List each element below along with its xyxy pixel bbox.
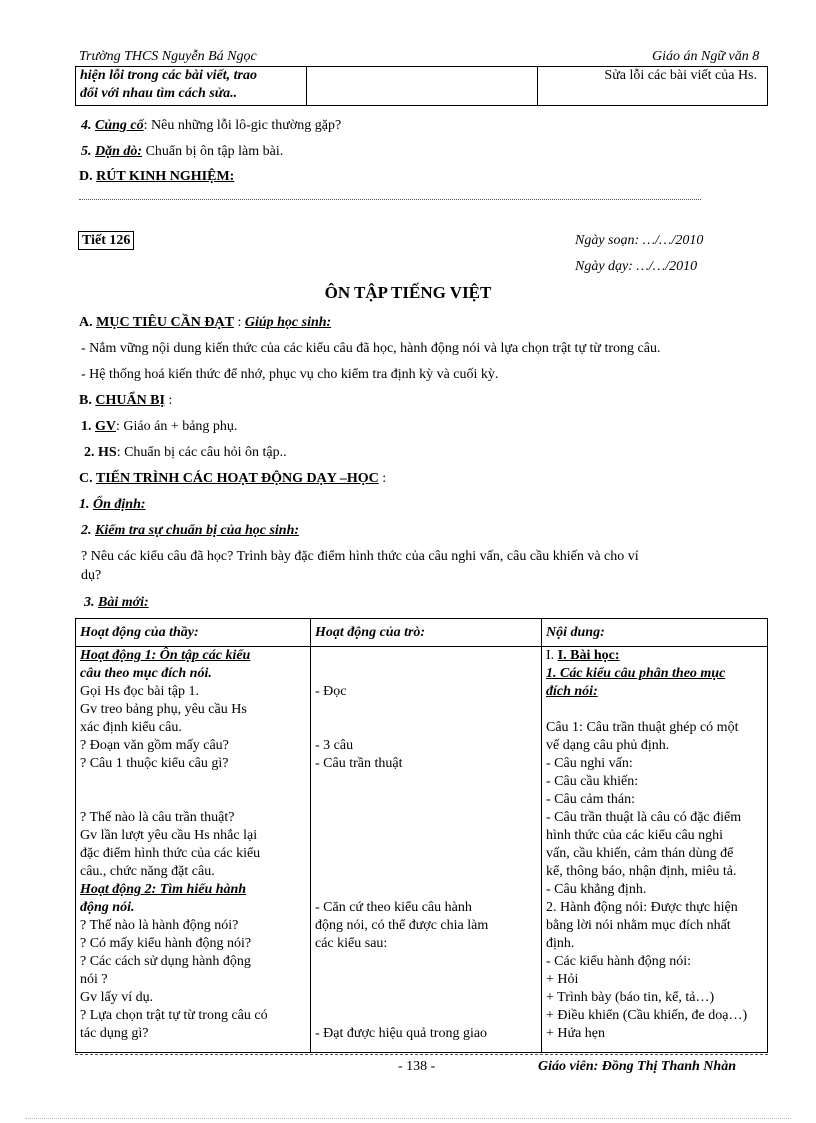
header-student: Hoạt động của trò: bbox=[311, 619, 542, 647]
top-table-middle bbox=[307, 67, 538, 106]
gv-text: : Giáo án + bảng phụ. bbox=[116, 419, 238, 434]
teacher-line: Gọi Hs đọc bài tập 1. bbox=[80, 684, 199, 699]
teacher-line: ? Có mấy kiểu hành động nói? bbox=[80, 936, 252, 951]
content-line: hình thức của các kiểu câu nghi bbox=[546, 828, 724, 843]
top-left-line1: hiện lỗi trong các bài viết, trao bbox=[80, 68, 257, 83]
content-line: Câu 1: Câu trần thuật ghép có một bbox=[546, 720, 739, 735]
content-line: - Các kiểu hành động nói: bbox=[546, 954, 692, 969]
student-line: - Đạt được hiệu quả trong giao bbox=[315, 1026, 488, 1041]
content-line: - Câu nghi vấn: bbox=[546, 756, 633, 771]
teacher-line: đặc điểm hình thức của các kiểu bbox=[80, 846, 261, 861]
section-b-heading: B. CHUẨN BỊ : bbox=[79, 393, 173, 408]
header-subject: Giáo án Ngữ văn 8 bbox=[652, 49, 760, 64]
content-line: vấn, cầu khiến, cảm thán dùng để bbox=[546, 846, 734, 861]
content-line: kể, thông báo, nhận định, miêu tả. bbox=[546, 864, 737, 879]
section-a-heading: A. MỤC TIÊU CẦN ĐẠT : Giúp học sinh: bbox=[79, 315, 332, 330]
header-school: Trường THCS Nguyễn Bá Ngọc bbox=[79, 49, 257, 64]
student-line: các kiểu sau: bbox=[315, 936, 388, 951]
content-line: + Điều khiển (Cầu khiến, đe doạ…) bbox=[546, 1008, 748, 1023]
content-line: - Câu khẳng định. bbox=[546, 882, 647, 897]
content-line: định. bbox=[546, 936, 575, 951]
hs-line bbox=[84, 444, 287, 462]
top-table bbox=[75, 66, 768, 106]
gv-label: GV bbox=[95, 419, 116, 434]
step-2: 2. Kiểm tra sự chuẩn bị của học sinh: bbox=[81, 523, 300, 538]
top-table-left bbox=[76, 67, 307, 106]
dotted-line bbox=[79, 199, 701, 200]
content-line: + Trình bày (báo tin, kể, tả…) bbox=[546, 990, 715, 1005]
teacher-line: ? Câu 1 thuộc kiểu câu gì? bbox=[80, 756, 229, 771]
homework-line bbox=[81, 143, 283, 161]
teacher-line: nói ? bbox=[80, 972, 108, 987]
page-title: ÔN TẬP TIẾNG VIỆT bbox=[324, 283, 492, 302]
goal-1: - Nắm vững nội dung kiến thức của các kiểu câu đã học, hành động nói và lựa chọn trật tự từ trong câu. bbox=[81, 341, 661, 356]
homework-text: Chuẩn bị ôn tập làm bài. bbox=[142, 144, 284, 159]
content-line: - Câu cầu khiến: bbox=[546, 774, 639, 789]
activity-table bbox=[75, 618, 768, 1053]
homework-label: 5. Dặn dò: bbox=[81, 144, 143, 159]
teacher-line: ? Các cách sử dụng hành động bbox=[80, 954, 251, 969]
hs-label: 2. HS bbox=[84, 445, 117, 460]
section-c-label: TIẾN TRÌNH CÁC HOẠT ĐỘNG DẠY –HỌC bbox=[95, 471, 379, 486]
content-column bbox=[542, 647, 768, 1053]
header-content: Nội dung: bbox=[542, 619, 768, 647]
footer-teacher: Giáo viên: Đồng Thị Thanh Nhàn bbox=[538, 1059, 736, 1074]
activity-2-title: Hoạt động 2: Tìm hiểu hành bbox=[80, 882, 247, 897]
content-subheading-cont: đích nói: bbox=[546, 684, 598, 699]
section-c-heading: C. TIẾN TRÌNH CÁC HOẠT ĐỘNG DẠY –HỌC : bbox=[79, 471, 387, 486]
teacher-line: Gv treo bảng phụ, yêu cầu Hs bbox=[80, 702, 247, 717]
page-number: - 138 - bbox=[398, 1059, 436, 1074]
student-column bbox=[311, 647, 542, 1053]
check-question-line1: ? Nêu các kiểu câu đã học? Trình bày đặc điểm hình thức của câu nghi vấn, câu cầu khiến và cho ví bbox=[81, 549, 639, 564]
activity-2-title-cont: động nói. bbox=[80, 900, 135, 915]
content-line: + Hỏi bbox=[546, 972, 579, 987]
header-teacher: Hoạt động của thầy: bbox=[76, 619, 311, 647]
gv-line: 1. GV: Giáo án + bảng phụ. bbox=[81, 419, 238, 434]
teach-date: Ngày dạy: …/…/2010 bbox=[575, 259, 698, 274]
consolidate-line: 4. Củng cố: Nêu những lỗi lô-gic thường gặp? bbox=[81, 118, 342, 133]
section-b-label: CHUẨN BỊ bbox=[95, 393, 165, 408]
section-a-label: MỤC TIÊU CẦN ĐẠT bbox=[96, 315, 234, 330]
step-1: 1. Ổn định: bbox=[79, 497, 146, 512]
spacer bbox=[80, 773, 310, 791]
top-table-right: Sửa lỗi các bài viết của Hs. bbox=[538, 67, 768, 106]
check-question-line2: dụ? bbox=[81, 568, 102, 583]
consolidate-text: : Nêu những lỗi lô-gic thường gặp? bbox=[143, 118, 342, 133]
footer-rule bbox=[75, 1054, 768, 1055]
content-line: 2. Hành động nói: Được thực hiện bbox=[546, 900, 738, 915]
teacher-line: ? Đoạn văn gồm mấy câu? bbox=[80, 738, 229, 753]
step-3: 3. Bài mới: bbox=[84, 595, 149, 610]
student-line: - 3 câu bbox=[315, 738, 354, 753]
experience-label: RÚT KINH NGHIỆM: bbox=[96, 169, 235, 184]
page-bottom-rule bbox=[25, 1118, 791, 1119]
teacher-line: tác dụng gì? bbox=[80, 1026, 149, 1041]
teacher-column bbox=[76, 647, 311, 1053]
content-subheading: 1. Các kiểu câu phân theo mục bbox=[546, 666, 726, 681]
content-line: vế dạng câu phủ định. bbox=[546, 738, 670, 753]
activity-1-title-cont: câu theo mục đích nói. bbox=[80, 666, 212, 681]
teacher-line: câu., chức năng đặt câu. bbox=[80, 864, 215, 879]
activity-1-title: Hoạt động 1: Ôn tập các kiểu bbox=[80, 648, 251, 663]
student-line: - Đọc bbox=[315, 684, 347, 699]
teacher-line: xác định kiểu câu. bbox=[80, 720, 182, 735]
spacer bbox=[80, 791, 310, 809]
student-line: - Câu trần thuật bbox=[315, 756, 403, 771]
content-line: + Hứa hẹn bbox=[546, 1026, 606, 1041]
content-line: bằng lời nói nhằm mục đích nhất bbox=[546, 918, 731, 933]
prep-date: Ngày soạn: …/…/2010 bbox=[575, 233, 704, 248]
teacher-line: Gv lần lượt yêu cầu Hs nhắc lại bbox=[80, 828, 258, 843]
content-heading: I. I. Bài học: bbox=[546, 648, 620, 663]
teacher-line: ? Thế nào là hành động nói? bbox=[80, 918, 239, 933]
student-line: - Căn cứ theo kiểu câu hành bbox=[315, 900, 472, 915]
content-line: - Câu trần thuật là câu có đặc điểm bbox=[546, 810, 742, 825]
lesson-number: Tiết 126 bbox=[78, 231, 134, 250]
teacher-line: Gv lấy ví dụ. bbox=[80, 990, 154, 1005]
top-left-line2: đổi với nhau tìm cách sửa.. bbox=[80, 86, 238, 101]
goal-2: - Hệ thống hoá kiến thức để nhớ, phục vụ cho kiểm tra định kỳ và cuối kỳ. bbox=[81, 367, 499, 382]
content-line: - Câu cảm thán: bbox=[546, 792, 636, 807]
student-line: động nói, có thể được chia làm bbox=[315, 918, 489, 933]
teacher-line: ? Lựa chọn trật tự từ trong câu có bbox=[80, 1008, 268, 1023]
teacher-line: ? Thế nào là câu trần thuật? bbox=[80, 810, 235, 825]
hs-text: : Chuẩn bị các câu hỏi ôn tập.. bbox=[116, 445, 287, 460]
experience-heading: D. RÚT KINH NGHIỆM: bbox=[79, 169, 235, 184]
section-a-sub: Giúp học sinh: bbox=[244, 315, 332, 330]
